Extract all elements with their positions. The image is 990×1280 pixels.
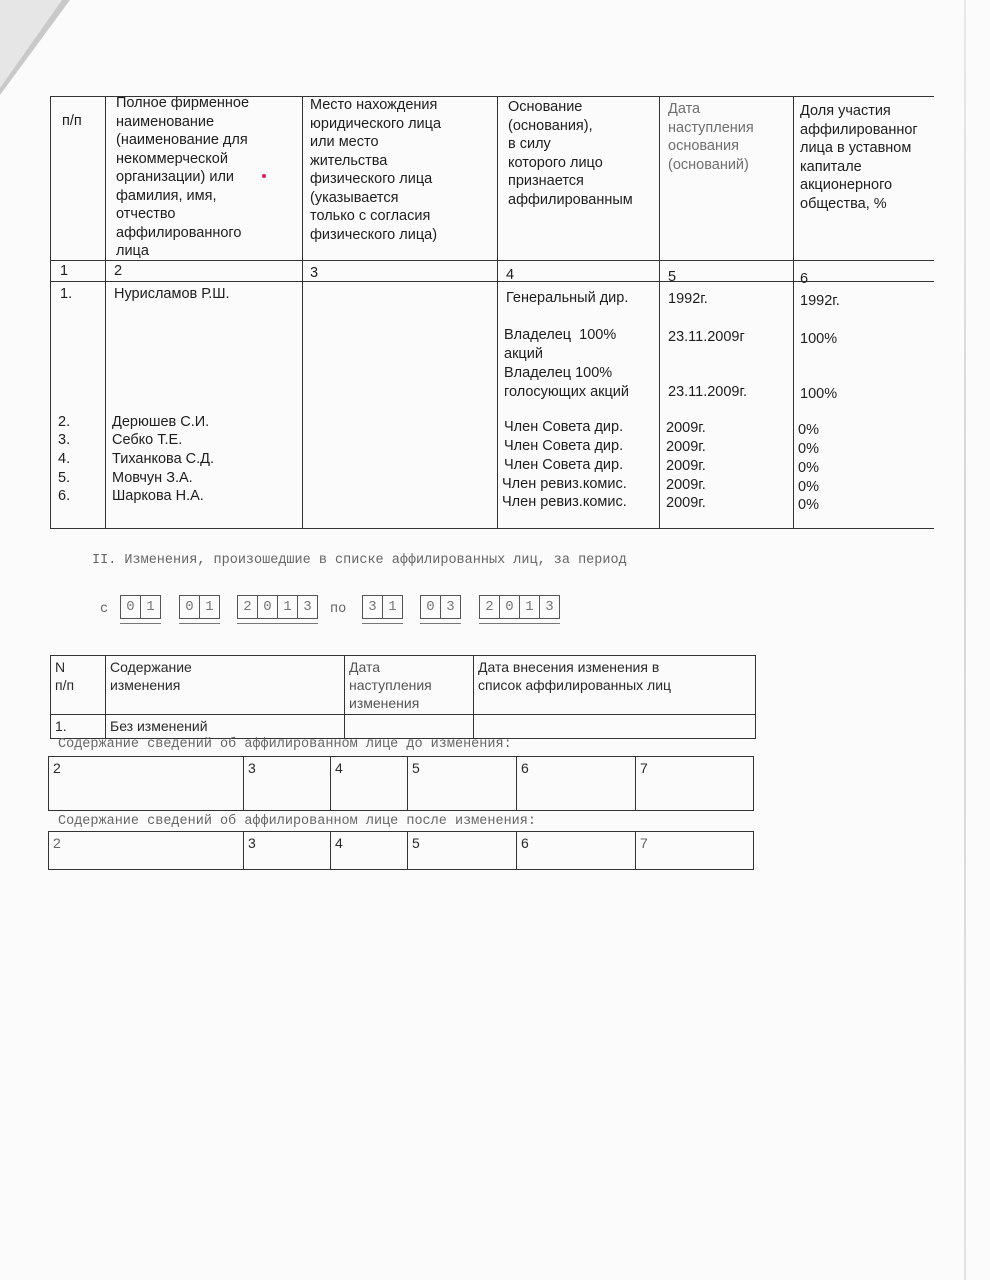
row-number: 3.	[58, 432, 71, 448]
changes-row-date	[345, 715, 474, 739]
digit-box: 0	[420, 595, 440, 619]
before-cell: 4	[331, 757, 408, 811]
before-cell: 7	[636, 757, 754, 811]
row-number: 4.	[58, 451, 71, 467]
before-cell: 3	[244, 757, 331, 811]
from-year-box	[237, 595, 318, 624]
affiliate-date: 1992г.	[668, 291, 708, 307]
digit-box: 0	[499, 595, 519, 619]
row-number: 5.	[58, 470, 71, 486]
to-year-box	[479, 595, 560, 624]
affiliate-share: 1992г.	[800, 293, 840, 309]
digit-box: 0	[257, 595, 277, 619]
col-number-3: 3	[310, 265, 319, 281]
after-cell: 5	[408, 832, 517, 870]
changes-row-content: Без изменений	[106, 715, 345, 739]
digit-box: 1	[199, 595, 220, 619]
affiliate-share: 100%	[800, 331, 838, 347]
affiliate-basis: Владелец 100% акций	[504, 327, 617, 362]
affiliate-date: 2009г.	[666, 439, 706, 455]
changes-header-content: Содержание изменения	[106, 656, 345, 715]
before-cell: 5	[408, 757, 517, 811]
col-number-6: 6	[800, 271, 809, 287]
digit-box: 0	[179, 595, 199, 619]
before-cell: 6	[517, 757, 636, 811]
digit-box: 1	[277, 595, 297, 619]
affiliate-basis: Член ревиз.комис.	[502, 494, 627, 510]
changes-header-num: N п/п	[51, 656, 106, 715]
digit-box: 1	[519, 595, 539, 619]
changes-row-entry-date	[474, 715, 756, 739]
digit-box: 3	[539, 595, 560, 619]
affiliate-share: 0%	[798, 441, 819, 457]
col-number-1: 1	[60, 263, 69, 279]
after-cell: 7	[636, 832, 754, 870]
affiliate-share: 0%	[798, 460, 819, 476]
row-number: 6.	[58, 488, 71, 504]
digit-box: 2	[237, 595, 257, 619]
after-change-label: Содержание сведений об аффилированном лице после изменения:	[58, 814, 536, 829]
row-number: 1.	[60, 286, 73, 302]
digit-box: 3	[440, 595, 461, 619]
affiliate-date: 2009г.	[666, 420, 706, 436]
after-cell: 3	[244, 832, 331, 870]
affiliate-basis: Член Совета дир.	[504, 419, 624, 435]
from-day-box	[120, 595, 161, 624]
header-col-share: Доля участия аффилированног лица в уставном капитале акционерного общества, %	[800, 103, 918, 212]
digit-box: 0	[120, 595, 140, 619]
header-col-name: Полное фирменное наименование (наименование для некоммерческой организации) или фамилия, имя, отчество аффилированного лица	[116, 95, 250, 259]
digit-box: 1	[140, 595, 161, 619]
affiliate-share: 0%	[798, 422, 819, 438]
row-number: 2.	[58, 414, 71, 430]
after-change-table	[48, 831, 754, 870]
affiliate-basis: Владелец 100% голосующих акций	[504, 365, 629, 400]
affiliate-name: Мовчун З.А.	[112, 470, 193, 486]
header-col-num: п/п	[62, 113, 82, 129]
folded-corner	[0, 0, 62, 88]
digit-box: 2	[479, 595, 499, 619]
affiliate-name: Дерюшев С.И.	[112, 414, 210, 430]
col-number-2: 2	[114, 263, 123, 279]
period-from-label: с	[100, 602, 109, 617]
changes-table	[50, 655, 756, 739]
affiliate-date: 2009г.	[666, 458, 706, 474]
from-month-box	[179, 595, 220, 624]
affiliate-share: 0%	[798, 479, 819, 495]
col-number-5: 5	[668, 269, 677, 285]
affiliate-date: 2009г.	[666, 477, 706, 493]
col-number-4: 4	[506, 267, 515, 283]
affiliate-date: 2009г.	[666, 495, 706, 511]
ink-mark	[262, 174, 266, 178]
affiliate-basis: Член Совета дир.	[504, 457, 624, 473]
affiliate-basis: Член ревиз.комис.	[502, 476, 627, 492]
period-to-label: по	[330, 602, 347, 617]
to-month-box	[420, 595, 461, 624]
changes-header-entry-date: Дата внесения изменения в список аффилированных лиц	[474, 656, 756, 715]
after-cell: 2	[49, 832, 244, 870]
affiliate-date: 23.11.2009г.	[668, 384, 748, 400]
header-col-location: Место нахождения юридического лица или место жительства физического лица (указывается только с согласия физического лица)	[310, 97, 442, 243]
section-2-title: II. Изменения, произошедшие в списке аффилированных лиц, за период	[92, 553, 627, 568]
to-day-box	[362, 595, 403, 624]
page-edge	[964, 0, 966, 1280]
after-cell: 6	[517, 832, 636, 870]
before-change-label: Содержание сведений об аффилированном лице до изменения:	[58, 737, 512, 752]
affiliate-basis: Член Совета дир.	[504, 438, 624, 454]
affiliate-share: 100%	[800, 386, 838, 402]
affiliate-date: 23.11.2009г	[668, 329, 745, 345]
after-cell: 4	[331, 832, 408, 870]
affiliate-share: 0%	[798, 497, 819, 513]
affiliate-name: Тиханкова С.Д.	[112, 451, 215, 467]
before-change-table	[48, 756, 754, 811]
affiliate-name: Шаркова Н.А.	[112, 488, 204, 504]
affiliate-name: Нурисламов Р.Ш.	[114, 286, 230, 302]
affiliate-basis: Генеральный дир.	[506, 290, 629, 306]
digit-box: 3	[362, 595, 382, 619]
changes-row-num: 1.	[51, 715, 106, 739]
digit-box: 3	[297, 595, 318, 619]
header-col-date: Дата наступления основания (оснований)	[668, 101, 754, 173]
header-col-basis: Основание (основания), в силу которого лицо признается аффилированным	[508, 99, 633, 208]
before-cell: 2	[49, 757, 244, 811]
digit-box: 1	[382, 595, 403, 619]
affiliate-name: Себко Т.Е.	[112, 432, 183, 448]
changes-header-date: Дата наступления изменения	[345, 656, 474, 715]
